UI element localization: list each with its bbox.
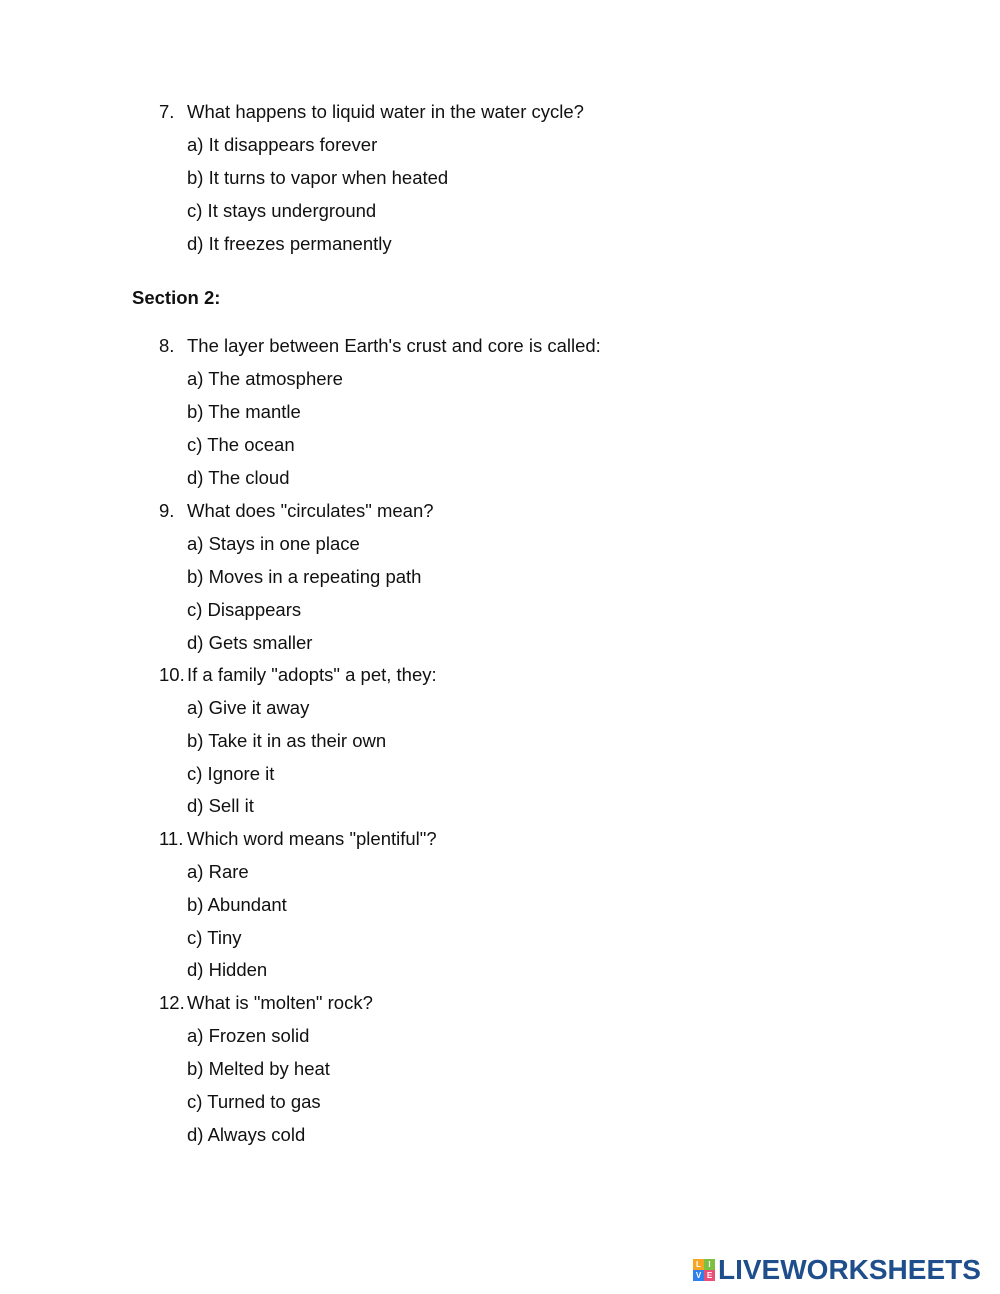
question-8-option-c: c) The ocean	[187, 434, 295, 455]
question-9-option-d: d) Gets smaller	[187, 632, 313, 653]
question-10-option-c: c) Ignore it	[187, 763, 275, 784]
question-7	[159, 98, 584, 126]
question-text: The layer between Earth's crust and core is called:	[187, 335, 601, 356]
question-12-option-b: b) Melted by heat	[187, 1058, 330, 1079]
brand-wordmark: LIVEWORKSHEETS	[718, 1254, 981, 1285]
section-2-heading: Section 2:	[132, 287, 221, 308]
question-12-option-a: a) Frozen solid	[187, 1025, 310, 1046]
liveworksheets-logo	[693, 1255, 981, 1285]
question-12-option-d: d) Always cold	[187, 1124, 306, 1145]
question-text: Which word means "plentiful"?	[187, 828, 437, 849]
question-7-option-b: b) It turns to vapor when heated	[187, 167, 449, 188]
question-number: 8.	[159, 335, 175, 356]
question-11-option-c: c) Tiny	[187, 927, 242, 948]
question-11-option-b: b) Abundant	[187, 894, 287, 915]
question-number: 11.	[159, 828, 184, 849]
live-tiles-icon	[693, 1259, 715, 1281]
question-text: What does "circulates" mean?	[187, 500, 434, 521]
question-8-option-a: a) The atmosphere	[187, 368, 343, 389]
question-8	[159, 332, 601, 360]
question-12	[159, 989, 373, 1017]
question-10	[159, 661, 437, 689]
question-text: What is "molten" rock?	[187, 992, 373, 1013]
question-number: 10.	[159, 664, 185, 685]
question-9-option-c: c) Disappears	[187, 599, 302, 620]
question-11	[159, 825, 437, 853]
question-number: 9.	[159, 500, 175, 521]
logo-tile-e: E	[704, 1270, 715, 1281]
question-11-option-d: d) Hidden	[187, 959, 268, 980]
logo-tile-l: L	[693, 1259, 704, 1270]
question-12-option-c: c) Turned to gas	[187, 1091, 321, 1112]
question-10-option-a: a) Give it away	[187, 697, 310, 718]
question-8-option-d: d) The cloud	[187, 467, 290, 488]
question-11-option-a: a) Rare	[187, 861, 249, 882]
question-8-option-b: b) The mantle	[187, 401, 301, 422]
logo-tile-i: I	[704, 1259, 715, 1270]
question-7-option-a: a) It disappears forever	[187, 134, 378, 155]
question-9-option-b: b) Moves in a repeating path	[187, 566, 422, 587]
logo-tile-v: V	[693, 1270, 704, 1281]
question-10-option-d: d) Sell it	[187, 795, 254, 816]
question-9-option-a: a) Stays in one place	[187, 533, 360, 554]
question-number: 12.	[159, 992, 185, 1013]
question-text: What happens to liquid water in the water cycle?	[187, 101, 584, 122]
question-7-option-d: d) It freezes permanently	[187, 233, 392, 254]
question-number: 7.	[159, 101, 175, 122]
question-9	[159, 497, 434, 525]
question-7-option-c: c) It stays underground	[187, 200, 377, 221]
question-text: If a family "adopts" a pet, they:	[187, 664, 437, 685]
question-10-option-b: b) Take it in as their own	[187, 730, 387, 751]
